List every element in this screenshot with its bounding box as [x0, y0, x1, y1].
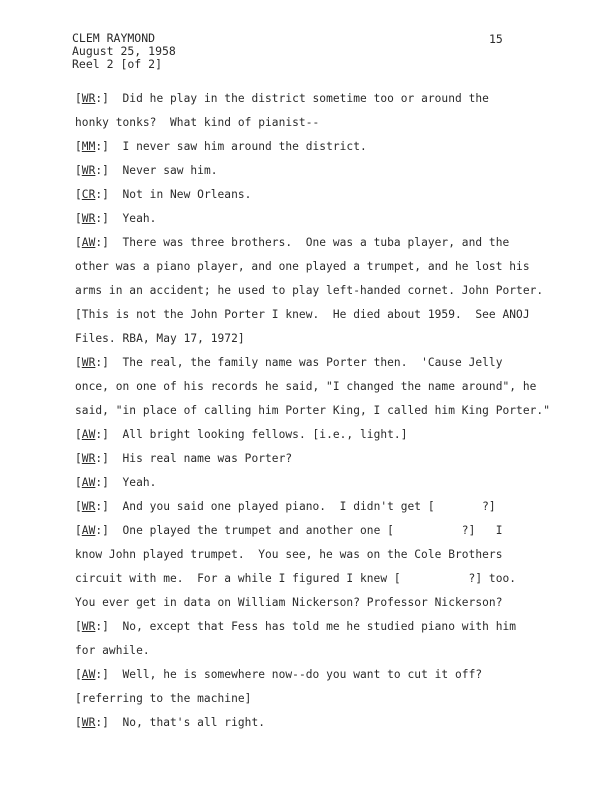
line-text: :] Yeah. — [95, 476, 157, 489]
line-text: honky tonks? What kind of pianist-- — [75, 116, 320, 129]
line-text: :] No, that's all right. — [95, 716, 266, 729]
speaker-initials: WR — [81, 620, 96, 633]
line-text: :] There was three brothers. One was a tuba player, and the — [95, 236, 510, 249]
line-text: :] Yeah. — [95, 212, 157, 225]
bracket-open: [ — [75, 524, 82, 537]
bracket-open: [ — [75, 452, 82, 465]
line-text: :] Never saw him. — [95, 164, 218, 177]
line-text: circuit with me. For a while I figured I knew [ ?] too. — [75, 572, 517, 585]
line-text: know John played trumpet. You see, he was on the Cole Brothers — [75, 548, 503, 561]
interview-date: August 25, 1958 — [72, 44, 176, 58]
speaker-line — [75, 92, 489, 105]
line-text: :] His real name was Porter? — [95, 452, 293, 465]
speaker-line — [75, 500, 496, 513]
speaker-line — [75, 164, 218, 177]
interviewee-name: CLEM RAYMOND — [72, 31, 156, 45]
speaker-initials: WR — [81, 716, 96, 729]
line-text: :] Did he play in the district sometime too or around the — [95, 92, 489, 105]
speaker-line — [75, 212, 156, 225]
speaker-initials: WR — [81, 452, 96, 465]
line-text: other was a piano player, and one played a trumpet, and he lost his — [75, 260, 530, 273]
speaker-line — [75, 668, 482, 681]
line-text: Files. RBA, May 17, 1972] — [75, 332, 245, 345]
bracket-open: [ — [75, 500, 82, 513]
transcript-line — [75, 548, 502, 561]
bracket-open: [ — [75, 620, 82, 633]
speaker-line — [75, 356, 503, 369]
transcript-line — [75, 332, 245, 345]
line-text: :] And you said one played piano. I didn't get [ ?] — [95, 500, 496, 513]
bracket-open: [ — [75, 164, 82, 177]
speaker-initials: AW — [81, 524, 96, 537]
speaker-line — [75, 452, 292, 465]
speaker-initials: WR — [81, 92, 96, 105]
speaker-line — [75, 236, 509, 249]
line-text: for awhile. — [75, 644, 150, 657]
speaker-line — [75, 620, 516, 633]
transcript-line — [75, 116, 319, 129]
line-text: :] All bright looking fellows. [i.e., light.] — [95, 428, 408, 441]
line-text: [referring to the machine] — [75, 692, 252, 705]
speaker-line — [75, 524, 503, 537]
speaker-initials: WR — [81, 164, 96, 177]
transcript-line — [75, 572, 516, 585]
speaker-line — [75, 140, 367, 153]
transcript-line — [75, 692, 251, 705]
line-text: said, "in place of calling him Porter King, I called him King Porter." — [75, 404, 550, 417]
bracket-open: [ — [75, 476, 82, 489]
transcript-line — [75, 644, 150, 657]
speaker-line — [75, 428, 408, 441]
speaker-initials: WR — [81, 356, 96, 369]
speaker-initials: AW — [81, 476, 96, 489]
speaker-initials: MM — [81, 140, 96, 153]
speaker-initials: AW — [81, 236, 96, 249]
speaker-line — [75, 188, 251, 201]
transcript-line — [75, 308, 530, 321]
line-text: arms in an accident; he used to play left-handed cornet. John Porter. — [75, 284, 544, 297]
bracket-open: [ — [75, 188, 82, 201]
transcript-line — [75, 284, 543, 297]
speaker-line — [75, 476, 156, 489]
speaker-initials: CR — [81, 188, 96, 201]
bracket-open: [ — [75, 236, 82, 249]
speaker-initials: WR — [81, 500, 96, 513]
bracket-open: [ — [75, 716, 82, 729]
line-text: You ever get in data on William Nickerson? Professor Nickerson? — [75, 596, 503, 609]
reel-label: Reel 2 [of 2] — [72, 57, 163, 71]
bracket-open: [ — [75, 356, 82, 369]
line-text: :] Well, he is somewhere now--do you want to cut it off? — [95, 668, 483, 681]
transcript-line — [75, 380, 536, 393]
speaker-initials: AW — [81, 428, 96, 441]
transcript-line — [75, 260, 530, 273]
bracket-open: [ — [75, 140, 82, 153]
line-text: :] I never saw him around the district. — [95, 140, 367, 153]
transcript-line — [75, 404, 550, 417]
speaker-initials: AW — [81, 668, 96, 681]
transcript-line — [75, 596, 502, 609]
line-text: :] The real, the family name was Porter then. 'Cause Jelly — [95, 356, 503, 369]
line-text: :] No, except that Fess has told me he studied piano with him — [95, 620, 517, 633]
bracket-open: [ — [75, 212, 82, 225]
speaker-initials: WR — [81, 212, 96, 225]
line-text: [This is not the John Porter I knew. He died about 1959. See ANOJ — [75, 308, 530, 321]
line-text: :] Not in New Orleans. — [95, 188, 252, 201]
page-number: 15 — [489, 32, 503, 46]
bracket-open: [ — [75, 668, 82, 681]
line-text: once, on one of his records he said, "I changed the name around", he — [75, 380, 537, 393]
bracket-open: [ — [75, 428, 82, 441]
bracket-open: [ — [75, 92, 82, 105]
line-text: :] One played the trumpet and another one [ ?] I — [95, 524, 503, 537]
speaker-line — [75, 716, 265, 729]
